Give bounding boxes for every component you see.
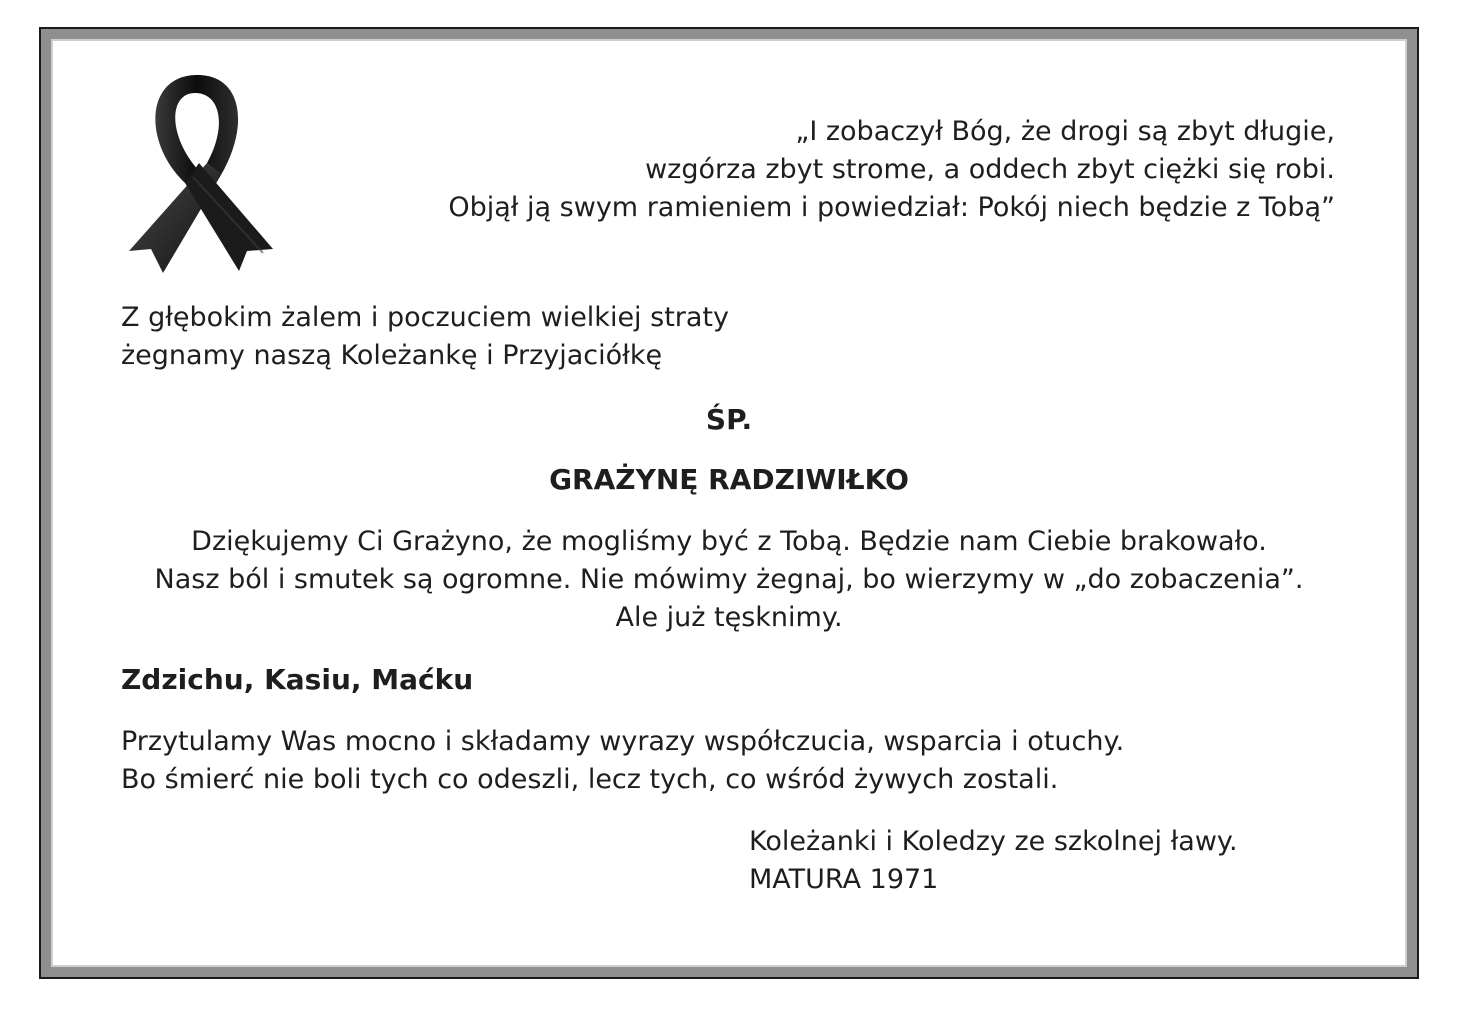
epitaph-quote [448, 113, 1335, 227]
thanks-line: Dziękujemy Ci Grażyno, że mogliśmy być z Tobą. Będzie nam Ciebie brakowało. [191, 526, 1267, 557]
quote-line: Objął ją swym ramieniem i powiedział: Pokój niech będzie z Tobą” [448, 192, 1335, 223]
family-address: Zdzichu, Kasiu, Maćku [121, 663, 474, 696]
mourning-ribbon-icon [123, 63, 283, 273]
intro-line: żegnamy naszą Koleżankę i Przyjaciółkę [121, 340, 663, 371]
condolence-text [121, 723, 1124, 799]
thanks-line: Ale już tęsknimy. [615, 602, 843, 633]
obituary-card [51, 39, 1407, 967]
honorific: ŚP. [705, 403, 753, 436]
condolence-line: Przytulamy Was mocno i składamy wyrazy współczucia, wsparcia i otuchy. [121, 726, 1125, 757]
obituary-frame [39, 27, 1419, 979]
intro-text [121, 299, 729, 375]
deceased-name: GRAŻYNĘ RADZIWIŁKO [549, 463, 909, 496]
signature [749, 823, 1238, 899]
quote-line: „I zobaczył Bóg, że drogi są zbyt długie, [795, 116, 1335, 147]
intro-line: Z głębokim żalem i poczuciem wielkiej straty [121, 302, 730, 333]
thanks-line: Nasz ból i smutek są ogromne. Nie mówimy żegnaj, bo wierzymy w „do zobaczenia”. [154, 564, 1304, 595]
signature-line: Koleżanki i Koledzy ze szkolnej ławy. [749, 826, 1238, 857]
quote-line: wzgórza zbyt strome, a oddech zbyt ciężki się robi. [645, 154, 1335, 185]
signature-line: MATURA 1971 [749, 864, 939, 895]
thanks-text [53, 523, 1405, 637]
condolence-line: Bo śmierć nie boli tych co odeszli, lecz tych, co wśród żywych zostali. [121, 764, 1059, 795]
